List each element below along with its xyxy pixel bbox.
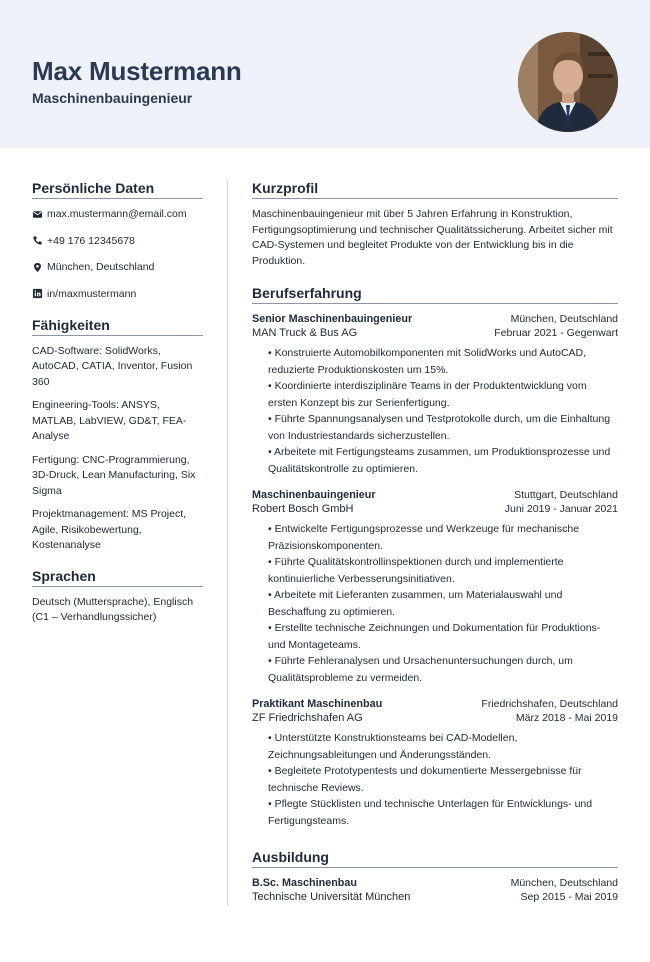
job-title: Maschinenbauingenieur [252, 489, 376, 501]
column-divider [227, 180, 228, 906]
right-column [252, 180, 618, 904]
skills-heading: Fähigkeiten [32, 317, 203, 336]
contact-location [32, 260, 203, 274]
skill-item: CAD-Software: SolidWorks, AutoCAD, CATIA, Inventor, Fusion 360 [32, 344, 193, 388]
education-dates: Sep 2015 - Mai 2019 [520, 891, 618, 903]
header-banner [0, 0, 650, 148]
job-location: Stuttgart, Deutschland [514, 489, 618, 501]
skill-item: Engineering-Tools: ANSYS, MATLAB, LabVIEW, GD&T, FEA-Analyse [32, 399, 187, 443]
education-school: Technische Universität München [252, 891, 411, 903]
contact-email [32, 207, 203, 221]
linkedin-text[interactable]: in/maxmustermann [47, 287, 137, 300]
phone-icon [32, 235, 43, 246]
job-bullet: • Begleitete Prototypentests und dokumentierte Messergebnisse für technische Reviews. [268, 765, 582, 794]
experience-heading: Berufserfahrung [252, 285, 618, 304]
job-bullet: • Koordinierte interdisziplinäre Teams in der Produktentwicklung vom ersten Konzept bis zur Serienfertigung. [268, 380, 587, 409]
avatar [518, 32, 618, 132]
contact-linkedin [32, 287, 203, 301]
skill-item: Fertigung: CNC-Programmierung, 3D-Druck, Lean Manufacturing, Six Sigma [32, 453, 196, 497]
profile-heading: Kurzprofil [252, 180, 618, 199]
job-bullet: • Unterstützte Konstruktionsteams bei CAD-Modellen, Zeichnungsableitungen und Änderungsständen. [268, 732, 518, 761]
job-company: Robert Bosch GmbH [252, 503, 354, 515]
job-bullet: • Führte Spannungsanalysen und Testprotokolle durch, um die Einhaltung von Industriestandards sicherzustellen. [268, 413, 611, 442]
job-bullet: • Konstruierte Automobilkomponenten mit SolidWorks und AutoCAD, reduzierte Produktionskosten um 15%. [268, 347, 587, 376]
languages-heading: Sprachen [32, 568, 203, 587]
candidate-name: Max Mustermann [32, 56, 242, 86]
job-title: Praktikant Maschinenbau [252, 698, 383, 710]
job-bullet: • Pflegte Stücklisten und technische Unterlagen für Entwicklungs- und Fertigungsteams. [268, 798, 593, 827]
languages-text: Deutsch (Muttersprache), Englisch (C1 – Verhandlungssicher) [32, 595, 194, 624]
mail-icon [32, 209, 43, 220]
candidate-role: Maschinenbauingenieur [32, 90, 193, 106]
job-company: MAN Truck & Bus AG [252, 327, 358, 339]
job-bullet: • Arbeitete mit Fertigungsteams zusammen, um Produktionsprozesse und Qualitätskontrolle zu optimieren. [268, 446, 611, 475]
job-bullet: • Erstellte technische Zeichnungen und Dokumentation für Produktions- und Montageteams. [268, 622, 601, 651]
job-location: Friedrichshafen, Deutschland [481, 698, 618, 710]
job-bullets [252, 345, 618, 477]
location-pin-icon [32, 262, 43, 273]
job-bullet: • Führte Qualitätskontrollinspektionen durch und implementierte kontinuierliche Verbesserungsinitiativen. [268, 556, 564, 585]
job-bullets [252, 521, 618, 686]
job-dates: Februar 2021 - Gegenwart [494, 327, 618, 339]
profile-text: Maschinenbauingenieur mit über 5 Jahren Erfahrung in Konstruktion, Fertigungsoptimierung und technischer Qualitätssicherung. Arbeitet sicher mit CAD-Systemen und begleitet Produkte von der Entwicklung bis in die Produktion. [252, 208, 613, 267]
education-location: München, Deutschland [510, 877, 618, 889]
personal-data-heading: Persönliche Daten [32, 180, 203, 199]
job-entry [252, 488, 618, 686]
job-dates: März 2018 - Mai 2019 [515, 712, 618, 724]
job-location: München, Deutschland [510, 313, 618, 325]
job-dates: Juni 2019 - Januar 2021 [504, 503, 618, 515]
left-column [32, 180, 203, 626]
job-title: Senior Maschinenbauingenieur [252, 313, 413, 325]
job-bullet: • Arbeitete mit Lieferanten zusammen, um Materialauswahl und Beschaffung zu optimieren. [268, 589, 563, 618]
job-bullets [252, 730, 618, 829]
phone-text: +49 176 12345678 [47, 234, 135, 247]
job-bullet: • Entwickelte Fertigungsprozesse und Werkzeuge für mechanische Präzisionskomponenten. [268, 523, 580, 552]
skill-item: Projektmanagement: MS Project, Agile, Risikobewertung, Kostenanalyse [32, 508, 187, 552]
location-text: München, Deutschland [47, 261, 155, 274]
job-company: ZF Friedrichshafen AG [252, 712, 363, 724]
education-degree: B.Sc. Maschinenbau [252, 877, 357, 889]
education-heading: Ausbildung [252, 849, 618, 868]
job-bullet: • Führte Fehleranalysen und Ursachenuntersuchungen durch, um Qualitätsprobleme zu vermeiden. [268, 655, 573, 684]
education-entry [252, 876, 618, 904]
email-text[interactable]: max.mustermann@email.com [47, 208, 187, 220]
portrait-photo [518, 32, 618, 132]
job-entry [252, 697, 618, 829]
job-entry [252, 312, 618, 477]
linkedin-icon [32, 288, 43, 299]
contact-phone [32, 234, 203, 248]
